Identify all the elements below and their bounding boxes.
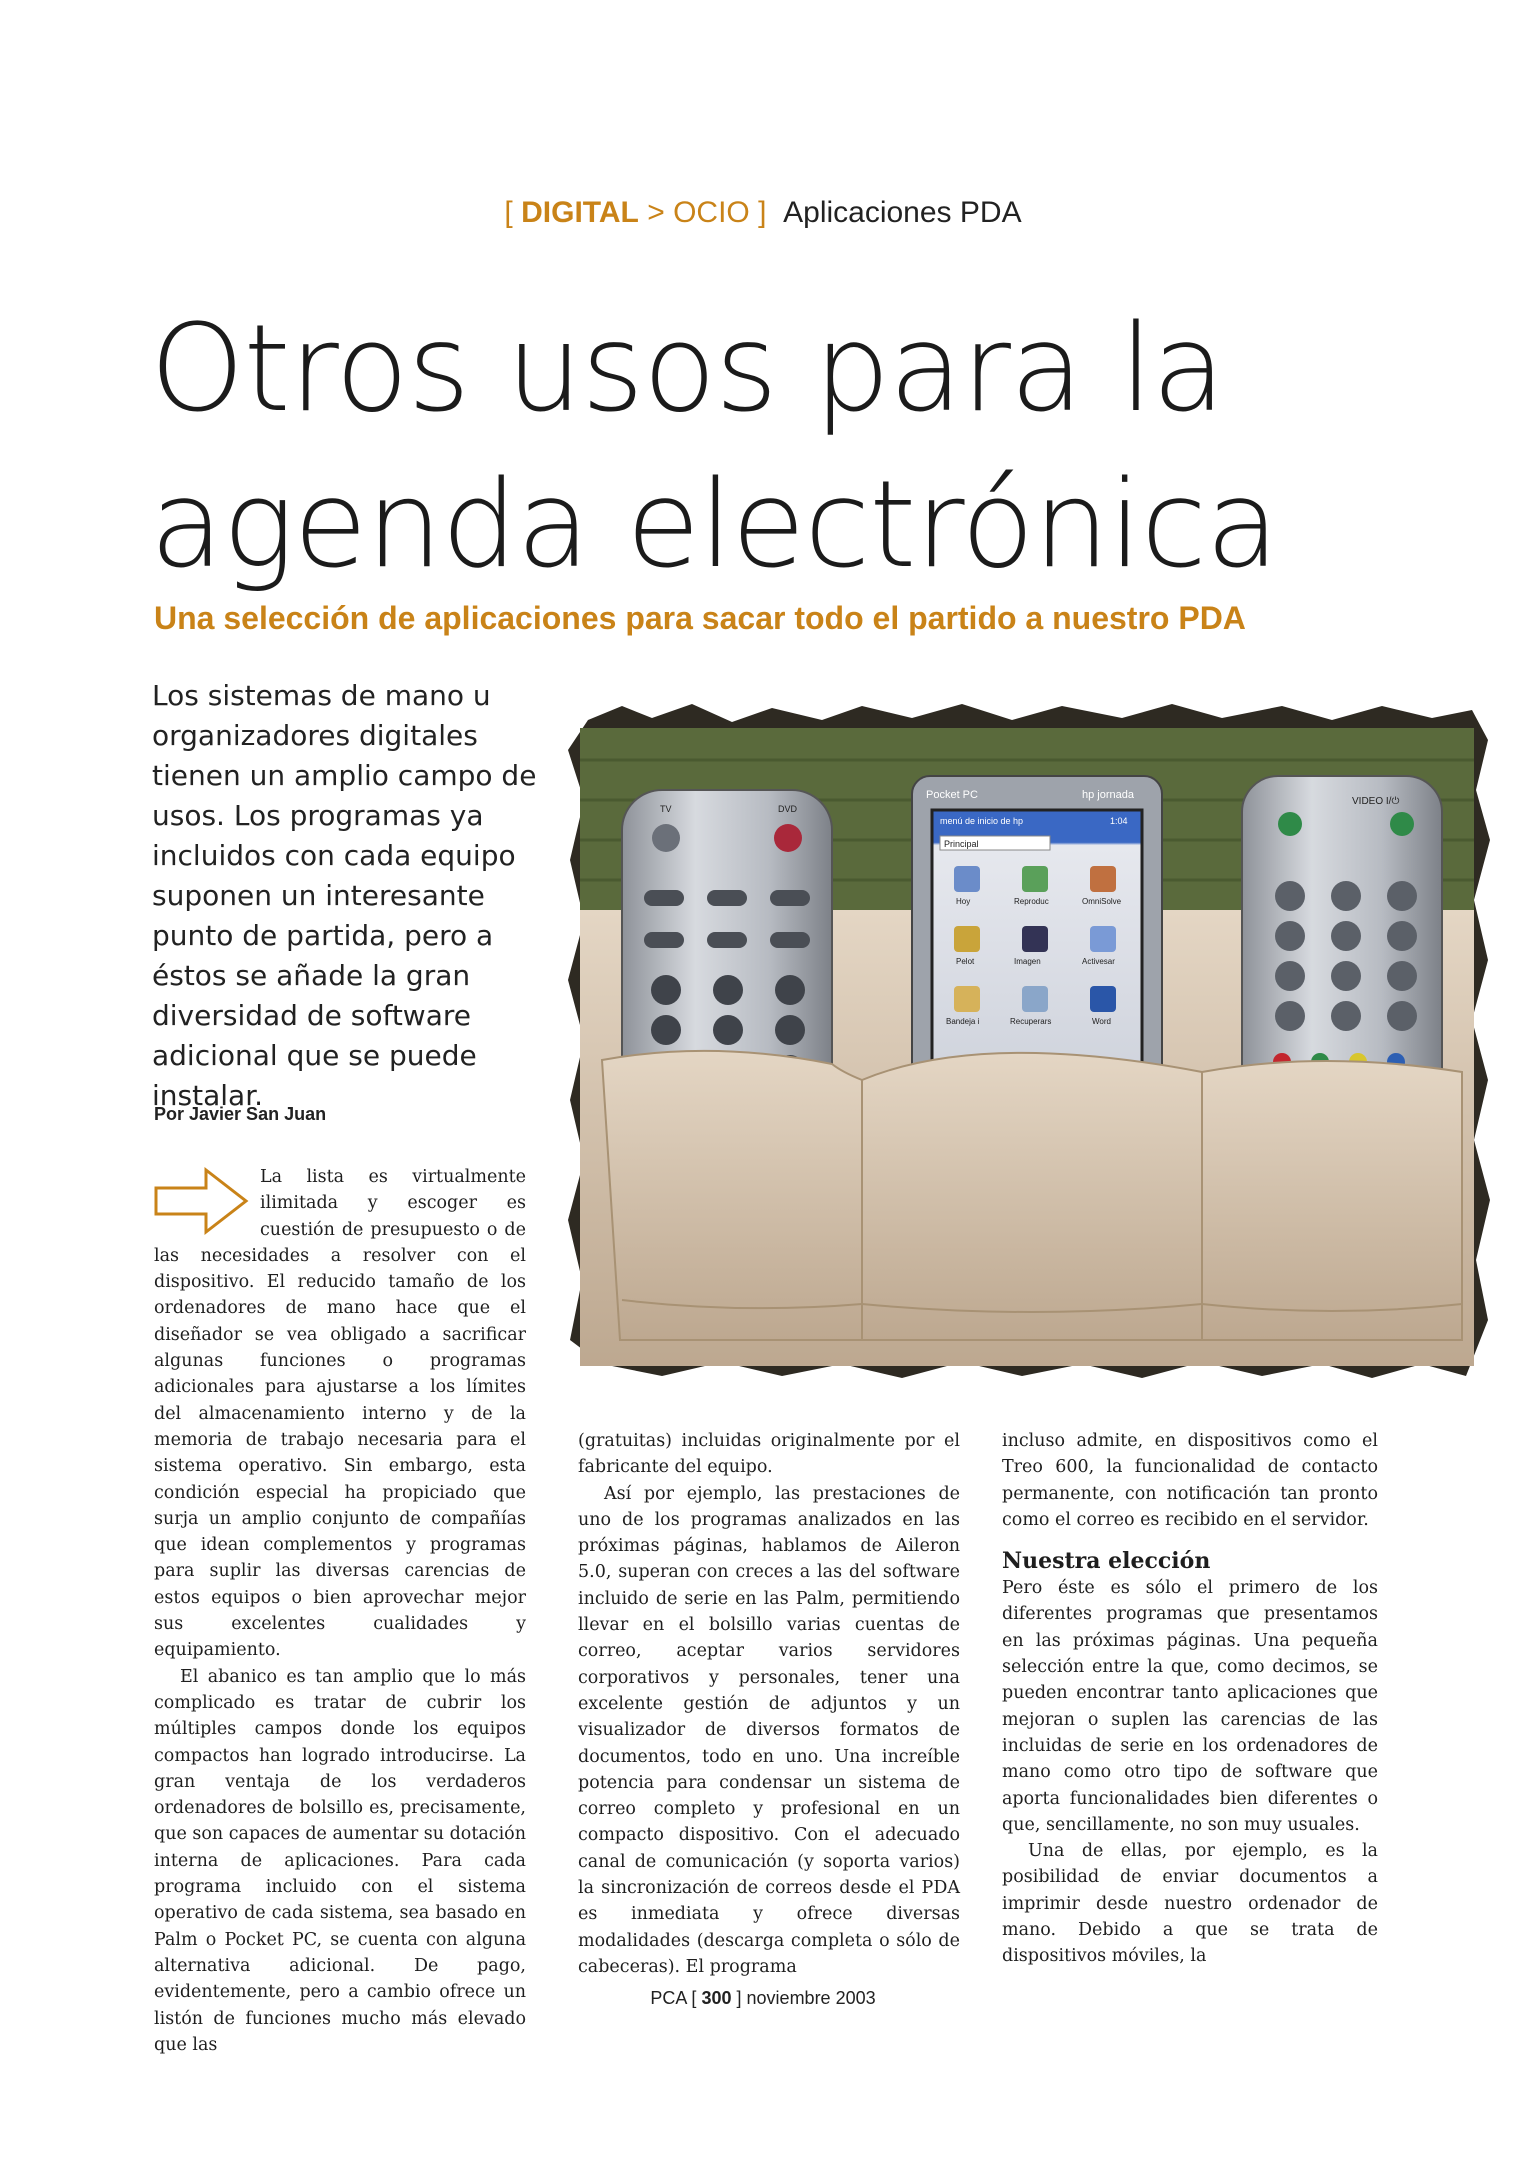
paragraph: Pero éste es sólo el primero de los diferentes programas que presentamos en las próximas páginas. Una pequeña selección entre la que, como decimos, se pueden encontrar tanto aplicaciones que mejoran o suplen las carencias de las incluidas de serie en los ordenadores de mano como otro tipo de software que aporta funcionalidades bien diferentes o que, sencillamente, no son muy usuales. [1002,1578,1378,1835]
photo-remotes-and-pda [562,700,1494,1380]
article-lead: Los sistemas de mano u organizadores digitales tienen un amplio campo de usos. Los programas ya incluidos con cada equipo suponen un interesante punto de partida, pero a éstos se añade la gran diversidad de software adicional que se puede instalar. [152,679,537,1112]
article-column-1 [154,1164,526,2058]
pda-icon-label: Word [1092,1017,1111,1026]
section-header [0,196,1526,230]
paragraph: Una de ellas, por ejemplo, es la posibilidad de enviar documentos a imprimir desde nuestro ordenador de mano. Debido a que se trata de dispositivos móviles, la [1002,1841,1378,1967]
article-title [150,292,1400,604]
header-bracket-close: ] [758,196,767,229]
pda-screen-title: menú de inicio de hp [940,816,1024,826]
byline: Por Javier San Juan [154,1104,327,1124]
title-line-1: Otros usos para la [150,300,1225,439]
footer-bracket-close: ] [736,1988,742,2008]
footer-magazine: PCA [650,1988,687,2008]
header-subsection: OCIO [673,196,750,229]
paragraph: Así por ejemplo, las prestaciones de uno de los programas analizados en las próximas páginas, hablamos de Aileron 5.0, superan con creces a las del software incluido de serie en las Palm, permitiendo llevar en el bolsillo varias cuentas de correo, aceptar varios servidores corporativos y personales, tener una excelente gestión de adjuntos y un visualizador de diversos formatos de documentos, todo en uno. Una increíble potencia para condensar un sistema de correo completo y profesional en un compacto dispositivo. Con el adecuado canal de comunicación (y soporta varios) la sincronización de correos desde el PDA es inmediata y ofrece diversas modalidades (descarga completa o sólo de cabeceras). El programa [578,1483,960,1977]
pda-maker: hp jornada [1082,789,1134,801]
title-line-2: agenda electrónica [150,456,1279,595]
pda-icon-label: Reproduc [1014,897,1049,906]
paragraph: incluso admite, en dispositivos como el Treo 600, la funcionalidad de contacto permanente, con notificación tan pronto como el correo es recibido en el servidor. [1002,1431,1378,1530]
remote-right-label: VIDEO I/⏻ [1352,796,1400,807]
pda-time: 1:04 [1110,816,1128,826]
footer-bracket-open: [ [691,1988,697,2008]
paragraph: El abanico es tan amplio que lo más complicado es tratar de cubrir los múltiples campos donde los equipos compactos han logrado introducirse. La gran ventaja de los verdaderos ordenadores de bolsillo es, precisamente, que son capaces de aumentar su dotación interna de aplicaciones. Para cada programa incluido con el sistema operativo de cada sistema, sea basado en Palm o Pocket PC, se cuenta con alguna alternativa adicional. De pago, evidentemente, pero a cambio ofrece un listón de funciones mucho más elevado que las [154,1666,526,2055]
header-separator: > [647,196,665,229]
paragraph: La lista es virtualmente ilimitada y escoger es cuestión de presupuesto o de las necesidades a resolver con el dispositivo. El reducido tamaño de los ordenadores de mano hace que el diseñador se vea obligado a sacrificar algunas funciones o programas adicionales para ajustarse a los límites del almacenamiento interno y de la memoria de trabajo necesaria para el sistema operativo. Sin embargo, esta condición especial ha propiciado que surja un amplio conjunto de compañías que idean complementos y programas para suplir las diversas carencias de estos equipos o bien aprovechar mejor sus excelentes cualidades y equipamiento. [154,1167,526,1661]
pda-icon-label: Hoy [956,897,971,906]
pda-icon-label: Bandeja i [946,1017,980,1026]
article-column-3 [1002,1428,1378,1970]
header-bracket-open: [ [504,196,513,229]
section-heading: Nuestra elección [1002,1548,1211,1575]
page-number: 300 [701,1988,732,2008]
pda-menu: Principal [944,839,979,849]
pda-icon-label: Recuperars [1010,1017,1052,1026]
pda-icon-label: Pelot [956,957,975,966]
remote-left-label-dvd: DVD [778,804,798,814]
paragraph: (gratuitas) incluidas originalmente por el fabricante del equipo. [578,1431,960,1478]
header-section: DIGITAL [521,196,639,229]
page-footer [0,1988,1526,2009]
article-subtitle: Una selección de aplicaciones para sacar todo el partido a nuestro PDA [154,600,1246,636]
footer-date: noviembre 2003 [746,1988,876,2008]
pda-brand: Pocket PC [926,789,978,801]
pda-icon-label: Activesar [1082,957,1115,966]
pda-icon-label: OmniSolve [1082,897,1122,906]
remote-left-label-tv: TV [660,804,672,814]
article-column-2 [578,1428,960,1980]
arrow-right-icon [154,1166,250,1236]
header-topic: Aplicaciones PDA [783,196,1022,229]
pda-icon-label: Imagen [1014,957,1041,966]
